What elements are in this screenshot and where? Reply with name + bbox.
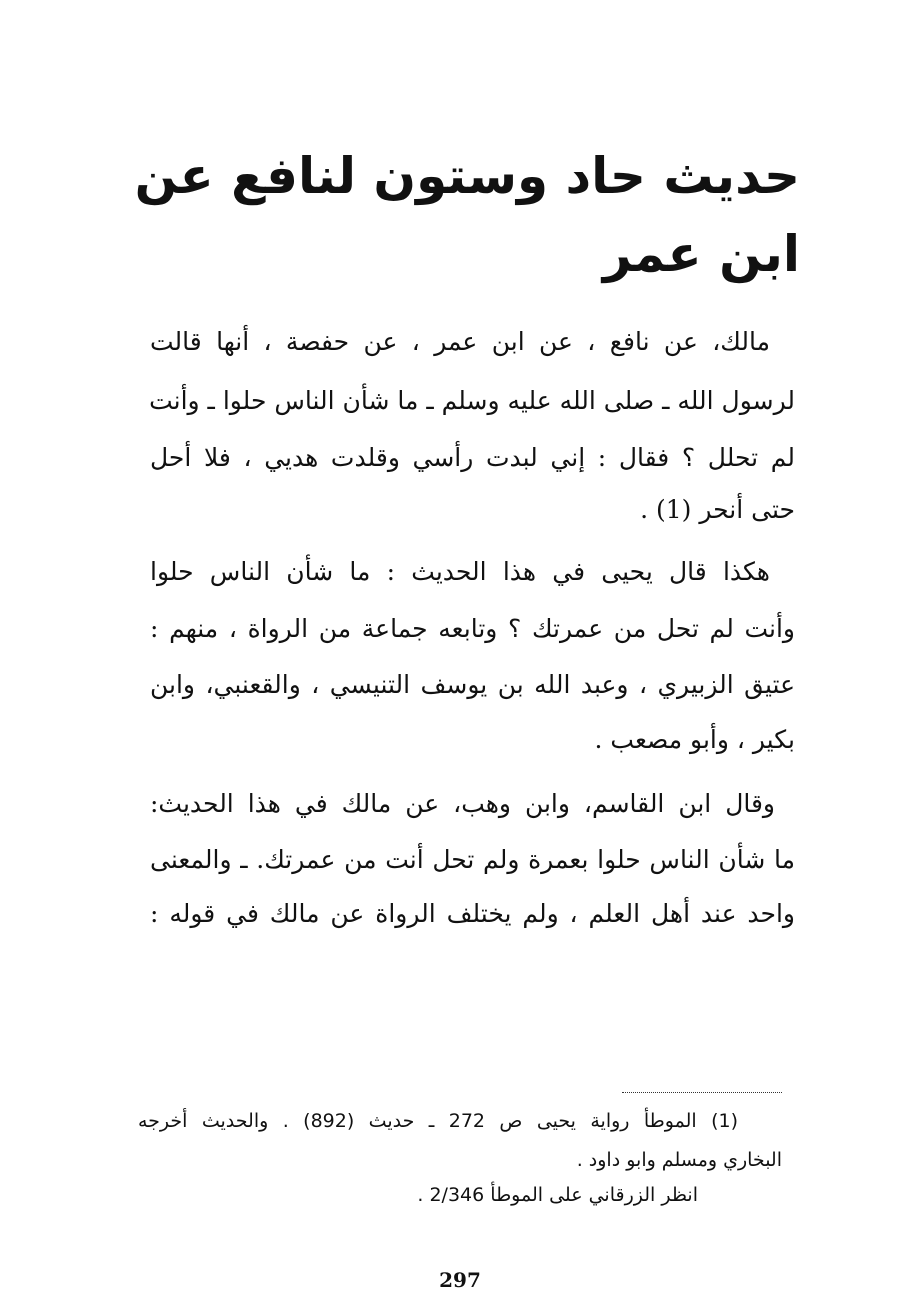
paragraph-1-line-4: حتى أنحر (1) . bbox=[640, 495, 795, 524]
footnote-line-2: البخاري ومسلم وابو داود . bbox=[576, 1149, 782, 1171]
paragraph-2-line-2: وأنت لم تحل من عمرتك ؟ وتابعه جماعة من الرواة ، منهم : bbox=[150, 614, 795, 643]
footnote-line-3: انظر الزرقاني على الموطأ 2/346 . bbox=[417, 1184, 698, 1206]
page-number: 297 bbox=[439, 1268, 481, 1292]
paragraph-3-line-2: ما شأن الناس حلوا بعمرة ولم تحل أنت من عمرتك. ـ والمعنى bbox=[150, 845, 795, 874]
paragraph-1-line-2: لرسول الله ـ صلى الله عليه وسلم ـ ما شأن الناس حلوا ـ وأنت bbox=[149, 386, 795, 415]
footnote-line-1: (1) الموطأ رواية يحيى ص 272 ـ حديث (892) . والحديث أخرجه bbox=[138, 1110, 739, 1132]
paragraph-3-line-3: واحد عند أهل العلم ، ولم يختلف الرواة عن مالك في قوله : bbox=[150, 899, 795, 928]
paragraph-2-line-1: هكذا قال يحيى في هذا الحديث : ما شأن الناس حلوا bbox=[150, 557, 770, 586]
footnote-separator bbox=[622, 1092, 782, 1093]
chapter-title-line-2: ابن عمر bbox=[602, 225, 800, 283]
paragraph-1-line-3: لم تحلل ؟ فقال : إني لبدت رأسي وقلدت هديي ، فلا أحل bbox=[150, 443, 795, 472]
paragraph-2-line-4: بكير ، وأبو مصعب . bbox=[594, 725, 795, 754]
paragraph-2-line-3: عتيق الزبيري ، وعبد الله بن يوسف التنيسي ، والقعنبي، وابن bbox=[150, 670, 795, 699]
paragraph-1-line-1: مالك، عن نافع ، عن ابن عمر ، عن حفصة ، أنها قالت bbox=[150, 327, 770, 356]
paragraph-3-line-1: وقال ابن القاسم، وابن وهب، عن مالك في هذا الحديث: bbox=[150, 789, 775, 818]
chapter-title-line-1: حديث حاد وستون لنافع عن bbox=[134, 147, 800, 205]
